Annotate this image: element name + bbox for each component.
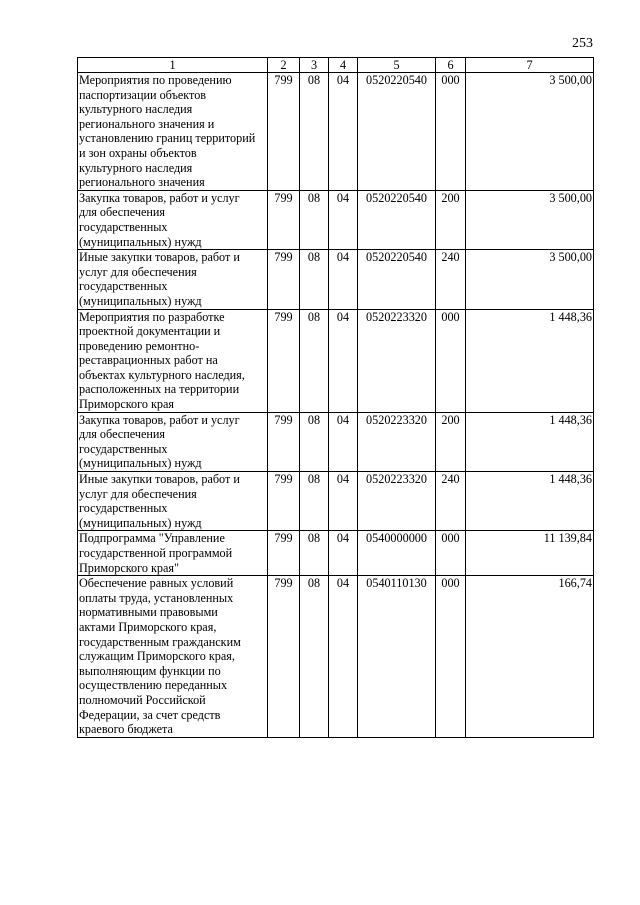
row-name-line: культурного наследия [79, 160, 193, 175]
amount-value: 3 500,00 [466, 190, 594, 249]
table-row [78, 412, 594, 471]
row-name-line: государственным гражданским [79, 634, 241, 649]
ministry-code: 799 [268, 190, 300, 249]
row-name [78, 190, 268, 249]
row-name-line: (муниципальных) нужд [79, 456, 202, 471]
row-name-line: (муниципальных) нужд [79, 234, 202, 249]
row-name [78, 309, 268, 412]
header-ministry-column: 2 [268, 58, 300, 73]
section-code: 08 [300, 472, 329, 531]
expense-type-code: 000 [436, 309, 466, 412]
row-name-line: государственных [79, 501, 168, 516]
amount-value: 166,74 [466, 576, 594, 738]
target-article-code: 0540110130 [358, 576, 436, 738]
table-row [78, 250, 594, 309]
section-code: 08 [300, 190, 329, 249]
header-row [78, 58, 594, 73]
subsection-code: 04 [329, 472, 358, 531]
section-code: 08 [300, 531, 329, 576]
table-row [78, 190, 594, 249]
amount-value: 1 448,36 [466, 472, 594, 531]
row-name-line: Иные закупки товаров, работ и [79, 250, 240, 265]
amount-value: 3 500,00 [466, 250, 594, 309]
row-name-line: полномочий Российской [79, 692, 206, 707]
row-name [78, 73, 268, 191]
row-name-line: Приморского края" [79, 560, 179, 575]
row-name-line: Мероприятия по разработке [79, 309, 225, 324]
expense-type-code: 000 [436, 576, 466, 738]
row-name-line: Мероприятия по проведению [79, 73, 232, 87]
row-name-line: Федерации, за счет средств [79, 707, 221, 722]
row-name-line: проведению ремонтно- [79, 338, 200, 353]
table-row [78, 531, 594, 576]
row-name-line: актами Приморского края, [79, 619, 217, 634]
ministry-code: 799 [268, 250, 300, 309]
row-name [78, 412, 268, 471]
subsection-code: 04 [329, 531, 358, 576]
table-row [78, 73, 594, 191]
ministry-code: 799 [268, 73, 300, 191]
expense-type-code: 000 [436, 73, 466, 191]
row-name-line: (муниципальных) нужд [79, 293, 202, 308]
row-name-line: для обеспечения [79, 427, 166, 442]
section-code: 08 [300, 250, 329, 309]
row-name-line: Закупка товаров, работ и услуг [79, 412, 240, 427]
subsection-code: 04 [329, 576, 358, 738]
row-name-line: государственной программой [79, 546, 233, 560]
expense-type-code: 200 [436, 412, 466, 471]
amount-value: 1 448,36 [466, 309, 594, 412]
subsection-code: 04 [329, 309, 358, 412]
target-article-code: 0520220540 [358, 190, 436, 249]
row-name-line: проектной документации и [79, 324, 221, 339]
row-name-line: реставрационных работ на [79, 353, 218, 368]
row-name-line: услуг для обеспечения [79, 486, 197, 501]
expense-type-code: 240 [436, 250, 466, 309]
subsection-code: 04 [329, 73, 358, 191]
target-article-code: 0520223320 [358, 412, 436, 471]
row-name-line: государственных [79, 219, 168, 234]
ministry-code: 799 [268, 412, 300, 471]
row-name-line: краевого бюджета [79, 722, 173, 737]
row-name-line: регионального значения и [79, 116, 215, 131]
amount-value: 11 139,84 [466, 531, 594, 576]
header-expense-type-column: 6 [436, 58, 466, 73]
header-name-column: 1 [78, 58, 268, 73]
expense-type-code: 200 [436, 190, 466, 249]
row-name-line: объектах культурного наследия, [79, 367, 245, 382]
section-code: 08 [300, 576, 329, 738]
row-name-line: Обеспечение равных условий [79, 576, 234, 591]
expense-type-code: 240 [436, 472, 466, 531]
row-name-line: паспортизации объектов [79, 87, 207, 102]
target-article-code: 0520223320 [358, 309, 436, 412]
row-name [78, 472, 268, 531]
budget-table [77, 57, 594, 738]
row-name-line: Закупка товаров, работ и услуг [79, 190, 240, 205]
row-name-line: оплаты труда, установленных [79, 590, 234, 605]
row-name-line: для обеспечения [79, 205, 166, 220]
subsection-code: 04 [329, 190, 358, 249]
subsection-code: 04 [329, 250, 358, 309]
section-code: 08 [300, 412, 329, 471]
header-target-article-column: 5 [358, 58, 436, 73]
target-article-code: 0540000000 [358, 531, 436, 576]
amount-value: 3 500,00 [466, 73, 594, 191]
ministry-code: 799 [268, 309, 300, 412]
row-name-line: услуг для обеспечения [79, 264, 197, 279]
row-name-line: Подпрограмма "Управление [79, 531, 225, 546]
table-row [78, 576, 594, 738]
target-article-code: 0520220540 [358, 73, 436, 191]
page-number: 253 [572, 36, 593, 51]
table-row [78, 309, 594, 412]
row-name-line: и зон охраны объектов [79, 145, 197, 160]
target-article-code: 0520223320 [358, 472, 436, 531]
row-name [78, 531, 268, 576]
row-name [78, 250, 268, 309]
row-name-line: Приморского края [79, 397, 174, 412]
row-name-line: расположенных на территории [79, 382, 240, 397]
row-name-line: регионального значения [79, 175, 205, 190]
row-name-line: государственных [79, 441, 168, 456]
row-name-line: (муниципальных) нужд [79, 515, 202, 530]
expense-type-code: 000 [436, 531, 466, 576]
row-name-line: государственных [79, 279, 168, 294]
section-code: 08 [300, 309, 329, 412]
table-row [78, 472, 594, 531]
row-name-line: выполняющим функции по [79, 663, 221, 678]
subsection-code: 04 [329, 412, 358, 471]
ministry-code: 799 [268, 472, 300, 531]
row-name-line: Иные закупки товаров, работ и [79, 472, 240, 487]
row-name [78, 576, 268, 738]
header-subsection-column: 4 [329, 58, 358, 73]
ministry-code: 799 [268, 576, 300, 738]
header-section-column: 3 [300, 58, 329, 73]
ministry-code: 799 [268, 531, 300, 576]
row-name-line: осуществлению переданных [79, 678, 228, 693]
amount-value: 1 448,36 [466, 412, 594, 471]
row-name-line: установлению границ территорий [79, 131, 256, 146]
row-name-line: служащим Приморского края, [79, 649, 235, 664]
header-amount-column: 7 [466, 58, 594, 73]
row-name-line: культурного наследия [79, 102, 193, 117]
row-name-line: нормативными правовыми [79, 605, 218, 620]
target-article-code: 0520220540 [358, 250, 436, 309]
section-code: 08 [300, 73, 329, 191]
table-body [78, 73, 594, 738]
